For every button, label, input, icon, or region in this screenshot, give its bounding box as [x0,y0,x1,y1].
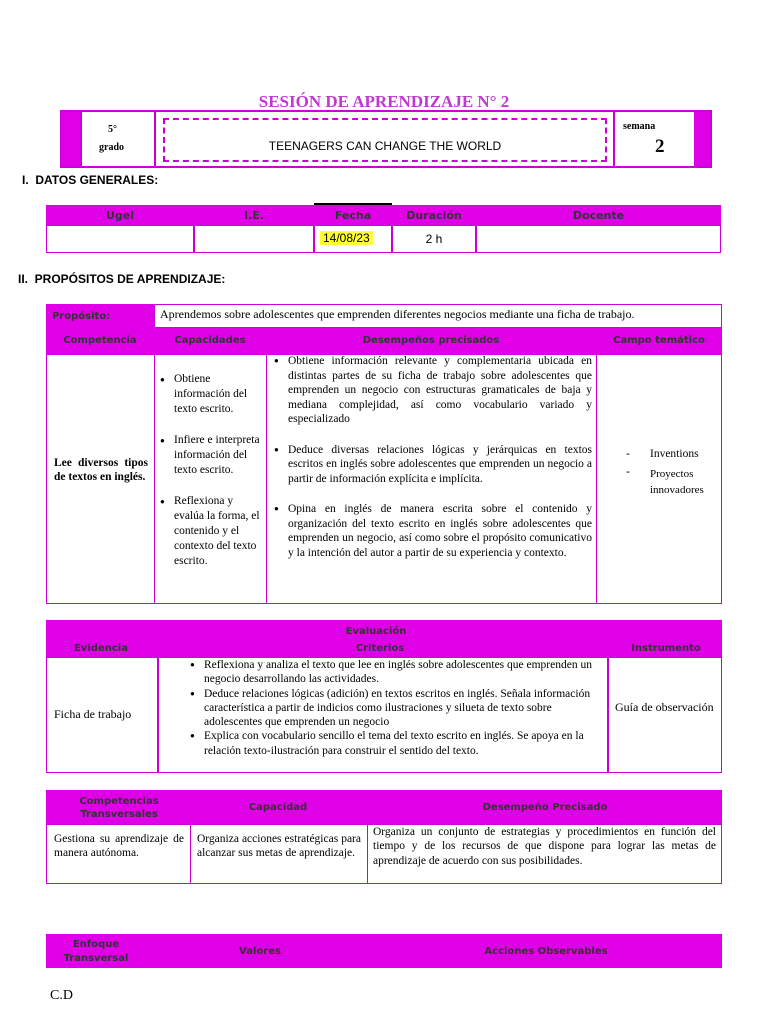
col-competencias-transversales: Competencias Transversales [79,796,159,820]
grade-label: grado [99,142,124,153]
desempenos-list [270,354,592,560]
week-label: semana [623,121,656,132]
fecha-top-line [314,203,392,205]
ugel-value-cell [46,225,194,253]
col-acciones-observables: Acciones Observables [484,946,608,957]
header-left-band [62,112,82,166]
capacidad-item: ● Reflexiona y evalúa la forma, el contenido y el contexto del texto escrito. [156,494,262,569]
docente-value-cell [476,225,721,253]
desempeno-item: ● Obtiene información relevante y complementaria ubicada en distintas partes de su ficha de trabajo sobre adolescentes que emprenden un negocio con estructuras gramaticales de baja y mediana complejidad, así como vocabulario variado y especializado [270,354,592,427]
campo-item: - [626,466,630,478]
capacidad-item: ● Infiere e interpreta información del texto escrito. [156,433,262,478]
week-number: 2 [655,136,665,157]
col-capacidad: Capacidad [248,802,308,813]
duracion-value: 2 h [425,232,443,246]
capacidades-list [156,372,262,569]
col-docente: Docente [572,209,625,222]
fecha-value: 14/08/23 [320,231,373,245]
criterios-list [186,658,600,758]
session-title: TEENAGERS CAN CHANGE THE WORLD [268,139,502,153]
instrumento-text: Guía de observación [615,700,714,714]
col-enfoque-transversal: Enfoque Transversal [63,939,129,964]
competencia-text: Lee diversos tipos de textos en inglés. [54,457,148,483]
purpose-label: Propósito: [52,311,111,322]
transversal-competencia-text: Gestiona su aprendizaje de manera autónoma. [54,833,184,859]
col-desempenos: Desempeños precisados [362,335,500,346]
col-desempeno-precisado: Desempeño Precisado [482,802,608,813]
col-evidencia: Evidencia [74,643,128,654]
transversal-desempeno-text: Organiza un conjunto de estrategias y procedimientos en función del tiempo y de los recursos de que dispone para lograr las metas de aprendizaje de acuerdo con sus posibilidades. [373,826,716,867]
campo-item-label: Proyectos innovadores [650,468,704,496]
col-capacidades: Capacidades [174,335,246,346]
ie-value-cell [194,225,314,253]
col-ie: I.E. [244,209,264,222]
instrumento-cell [608,657,722,773]
campo-item: - [626,448,630,460]
col-competencia: Competencia [63,335,137,346]
grade-number: 5° [108,124,117,135]
col-campo: Campo temático [613,335,705,346]
criterio-item: ● Reflexiona y analiza el texto que lee en inglés sobre adolescentes que emprenden un negocio desarrollando las actividades. [186,658,600,687]
desempeno-item: ● Opina en inglés de manera escrita sobre el contenido y organización del texto escrito en inglés sobre adolescentes que emprenden un negocio, así como sobre el propósito comunicativo y la intención del autor a partir de su experiencia y contexto. [270,502,592,560]
purpose-text: Aprendemos sobre adolescentes que emprenden diferentes negocios mediante una ficha de trabajo. [160,307,635,321]
criterio-item: ● Deduce relaciones lógicas (adición) en textos escritos en inglés. Señala información característica a partir de indicios como ilustraciones y silueta de texto sobre adolescentes que emprenden un negocio [186,687,600,730]
section-1-heading: I. DATOS GENERALES: [22,173,159,187]
col-fecha: Fecha [334,209,372,222]
desempeno-item: ● Deduce diversas relaciones lógicas y jerárquicas en textos escritos en inglés sobre adolescentes que emprenden un negocio a partir de información explícita e implícita. [270,443,592,487]
criterio-item: ● Explica con vocabulario sencillo el tema del texto escrito en inglés. Se apoya en la relación texto-ilustración para construir el sentido del texto. [186,729,600,758]
col-valores: Valores [239,946,281,957]
page-title: SESIÓN DE APRENDIZAJE N° 2 [258,92,510,111]
footer-text: C.D [50,988,73,1003]
col-instrumento: Instrumento [631,643,701,654]
transversal-capacidad-text: Organiza acciones estratégicas para alcanzar sus metas de aprendizaje. [197,833,361,859]
col-criterios: Criterios [355,643,405,654]
section-2-heading: II. PROPÓSITOS DE APRENDIZAJE: [18,272,226,286]
evaluation-title: Evaluación [345,626,407,637]
grade-box [80,110,156,168]
campo-item-label: Inventions [650,448,699,460]
col-duracion: Duración [406,209,462,222]
capacidad-item: ● Obtiene información del texto escrito. [156,372,262,417]
col-ugel: Ugel [105,209,135,222]
evidencia-text: Ficha de trabajo [54,707,132,721]
